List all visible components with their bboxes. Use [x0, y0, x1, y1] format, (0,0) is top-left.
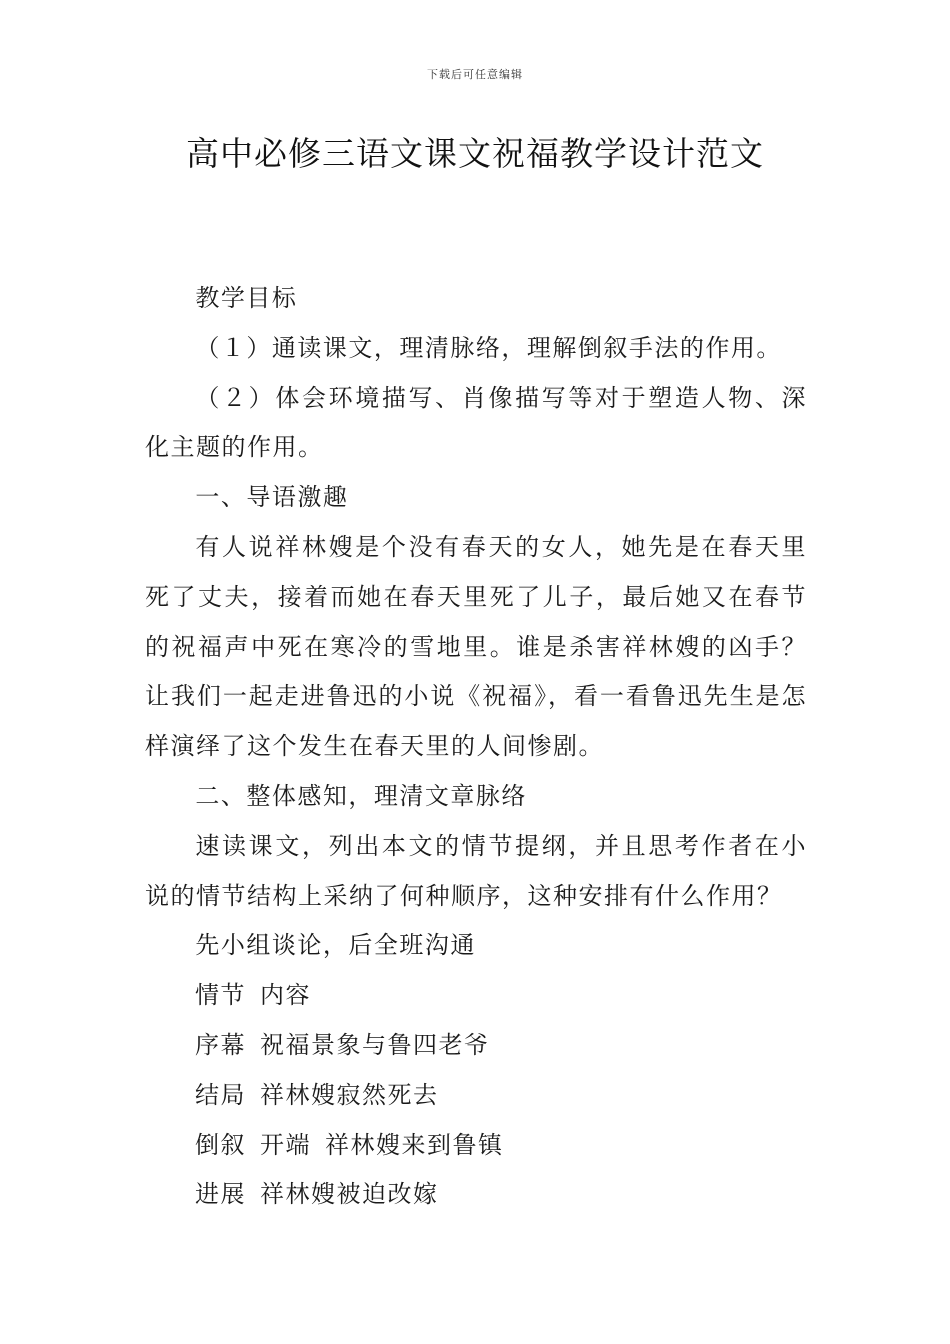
plot-cell: 倒叙	[195, 1130, 246, 1159]
plot-table-row	[145, 1121, 807, 1171]
plot-cell: 进展	[195, 1180, 246, 1209]
objective-item-1: （１）通读课文，理清脉络，理解倒叙手法的作用。	[195, 333, 782, 362]
plot-cell: 结局	[195, 1080, 246, 1109]
intro-paragraph: 有人说祥林嫂是个没有春天的女人，她先是在春天里死了丈夫，接着而她在春天里死了儿子，最后她又在春节的祝福声中死在寒冷的雪地里。谁是杀害祥林嫂的凶手？让我们一起走进鲁迅的小说《祝福》，看一看鲁迅先生是怎样演绎了这个发生在春天里的人间惨剧。	[145, 532, 807, 761]
objective-item-2: （２）体会环境描写、肖像描写等对于塑造人物、深化主题的作用。	[145, 383, 807, 462]
plot-cell: 祥林嫂被迫改嫁	[260, 1180, 439, 1209]
document-title: 高中必修三语文课文祝福教学设计范文	[186, 134, 764, 173]
plot-cell: 开端	[260, 1130, 311, 1159]
section-heading-objectives: 教学目标	[195, 284, 298, 312]
section-heading-intro: 一、导语激趣	[195, 483, 349, 512]
discussion-note: 先小组谈论，后全班沟通	[195, 931, 476, 960]
document-body	[145, 274, 807, 1220]
plot-cell: 祝福景象与鲁四老爷	[260, 1030, 490, 1059]
plot-cell: 内容	[260, 981, 311, 1010]
plot-table-row	[145, 1170, 807, 1220]
plot-cell: 祥林嫂寂然死去	[260, 1080, 439, 1109]
plot-table-row	[145, 1021, 807, 1071]
plot-cell: 情节	[195, 981, 246, 1010]
plot-table-row	[145, 1071, 807, 1121]
header-note: 下载后可任意编辑	[427, 68, 523, 81]
plot-cell: 序幕	[195, 1030, 246, 1059]
plot-table-header-row	[145, 971, 807, 1021]
plot-cell: 祥林嫂来到鲁镇	[325, 1130, 504, 1159]
overview-paragraph: 速读课文，列出本文的情节提纲，并且思考作者在小说的情节结构上采纳了何种顺序，这种安排有什么作用？	[145, 831, 807, 910]
section-heading-overview: 二、整体感知，理清文章脉络	[195, 781, 527, 810]
